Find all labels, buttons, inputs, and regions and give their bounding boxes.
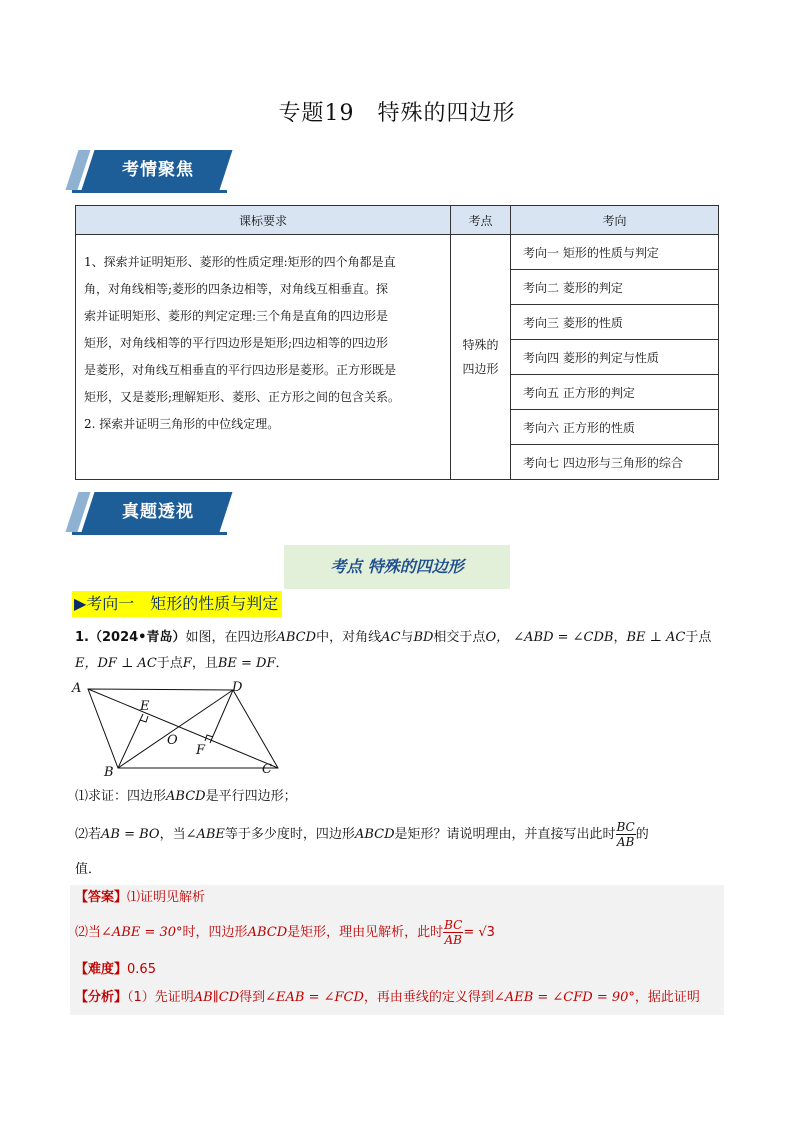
answer-label: 【答案】 (75, 890, 128, 905)
requirement-line: 角，对角线相等;菱形的四条边相等，对角线互相垂直。探 (84, 282, 389, 296)
question-part-1 (75, 787, 725, 807)
difficulty-line (75, 960, 156, 980)
answer-line-2 (75, 918, 495, 947)
label-c: C (262, 762, 272, 777)
q-math: BD (413, 630, 434, 645)
question-source: （2024•青岛） (88, 630, 186, 645)
q-text: 是矩形？请说明理由，并直接写出此时 (394, 827, 616, 842)
q-math: BE ⊥ AC (626, 630, 686, 645)
q-text: ． (275, 656, 289, 671)
answer-text: 时，四边形 (182, 925, 248, 940)
analysis-line (75, 988, 700, 1008)
q-text: ， (613, 630, 627, 645)
q-text: 相交于点 (433, 630, 486, 645)
analysis-text: ，据此证明 (634, 990, 700, 1005)
header-requirement: 课标要求 (76, 206, 451, 235)
q-text: 是平行四边形； (205, 789, 297, 804)
direction-item: 考向三 菱形的性质 (511, 305, 719, 340)
answer-text: ⑵当 (75, 925, 102, 940)
kaodian-cell (451, 235, 511, 480)
question-part-2-cont: 值． (75, 862, 102, 877)
q-text: ⑵若 (75, 827, 102, 842)
direction-item: 考向四 菱形的判定与性质 (511, 340, 719, 375)
banner-label: 真题透视 (122, 502, 194, 522)
fraction-numerator: BC (616, 820, 635, 834)
analysis-text: 得到 (239, 990, 266, 1005)
fraction-denominator: AB (444, 933, 462, 947)
requirement-line: 1、探索并证明矩形、菱形的性质定理:矩形的四个角都是直 (84, 255, 396, 269)
q-text: 于点 (156, 656, 183, 671)
requirement-line: 矩形，对角线相等的平行四边形是矩形;四边相等的四边形 (84, 336, 389, 350)
q-math: E， (75, 656, 98, 671)
kaodian-line: 特殊的 (462, 338, 499, 352)
direction-item: 考向二 菱形的判定 (511, 270, 719, 305)
answer-math: ∠ABE = 30° (101, 925, 183, 940)
q-text: 的 (635, 827, 649, 842)
q-math: DF ⊥ AC (97, 656, 157, 671)
q-math: ABCD (166, 789, 206, 804)
kaodian-line: 四边形 (462, 362, 499, 376)
q-text: ，当 (159, 827, 186, 842)
analysis-math: ∠AEB = ∠CFD = 90° (493, 990, 635, 1005)
q-text: 中，对角线 (316, 630, 382, 645)
page-title: 专题19 特殊的四边形 (278, 101, 516, 126)
analysis-math: ∠EAB = ∠FCD (265, 990, 364, 1005)
analysis-math: AB∥CD (193, 990, 240, 1005)
label-a: A (72, 681, 82, 696)
geometry-figure (68, 676, 288, 780)
curriculum-table (75, 205, 719, 480)
requirement-line: 矩形，又是菱形;理解矩形、菱形、正方形之间的包含关系。 (84, 390, 401, 404)
answer-line-1 (75, 888, 205, 908)
q-math: ABCD (276, 630, 317, 645)
fraction-denominator: AB (616, 835, 635, 849)
label-o: O (167, 733, 178, 748)
q-math: BE = DF (217, 656, 276, 671)
q-math: ABCD (354, 827, 395, 842)
question-line-2 (75, 654, 725, 674)
q-text: ，且 (191, 656, 218, 671)
label-b: B (104, 765, 114, 780)
analysis-text: ，再由垂线的定义得到 (363, 990, 494, 1005)
question-part-2 (75, 820, 725, 849)
requirement-line: 2. 探索并证明三角形的中位线定理。 (84, 417, 280, 431)
difficulty-value: 0.65 (127, 962, 156, 977)
q-math: ∠ABE (185, 827, 225, 842)
direction-item: 考向七 四边形与三角形的综合 (511, 445, 719, 480)
answer-text: 是矩形，理由见解析，此时 (287, 925, 444, 940)
analysis-label: 【分析】 (75, 990, 128, 1005)
direction-item: 考向五 正方形的判定 (511, 375, 719, 410)
q-text: 如图，在四边形 (185, 630, 277, 645)
direction-item: 考向一 矩形的性质与判定 (511, 235, 719, 270)
kaodian-box: 考点 特殊的四边形 (284, 545, 510, 589)
q-text: 等于多少度时，四边形 (224, 827, 355, 842)
question-line-1 (75, 628, 725, 648)
direction-item: 考向六 正方形的性质 (511, 410, 719, 445)
fraction-bc-ab (616, 820, 636, 849)
q-math: O， (485, 630, 510, 645)
answer-math: = √3 (463, 925, 495, 940)
direction-heading: ▶考向一 矩形的性质与判定 (72, 591, 282, 617)
analysis-text: （1）先证明 (127, 990, 194, 1005)
question-number: 1. (75, 630, 89, 645)
header-direction: 考向 (511, 206, 719, 235)
requirement-cell (76, 235, 451, 480)
difficulty-label: 【难度】 (75, 962, 128, 977)
answer-math: ABCD (247, 925, 288, 940)
diagonal-ac (88, 689, 278, 768)
answer-text: ⑴证明见解析 (127, 890, 206, 905)
requirement-line: 索并证明矩形、菱形的判定定理:三个角是直角的四边形是 (84, 309, 389, 323)
q-math: F (182, 656, 192, 671)
q-math: AB = BO (101, 827, 160, 842)
label-e: E (140, 699, 150, 714)
answer-fraction (443, 918, 463, 947)
banner-label: 考情聚焦 (122, 160, 194, 180)
label-d: D (232, 680, 243, 695)
q-math: AC (381, 630, 401, 645)
header-kaodian: 考点 (451, 206, 511, 235)
fraction-numerator: BC (444, 918, 463, 932)
requirement-line: 是菱形，对角线互相垂直的平行四边形是菱形。正方形既是 (84, 363, 397, 377)
q-text: ⑴求证：四边形 (75, 789, 167, 804)
q-text: 于点 (685, 630, 712, 645)
q-text: 与 (400, 630, 414, 645)
label-f: F (196, 743, 206, 758)
q-math: ∠ABD = ∠CDB (513, 630, 614, 645)
